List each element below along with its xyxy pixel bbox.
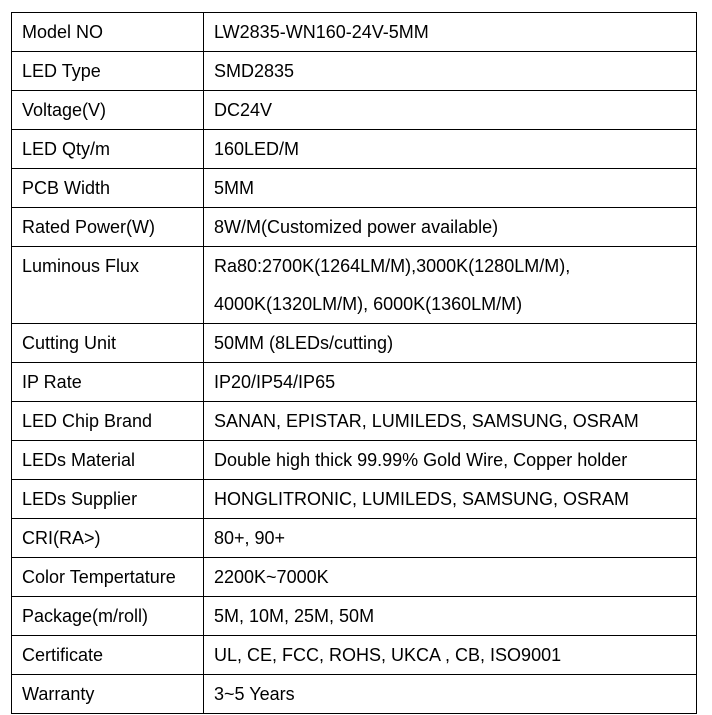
spec-value-cell [204,324,697,363]
spec-label-cell: Color Tempertature [12,558,204,597]
spec-label-cell: LEDs Material [12,441,204,480]
spec-value-line: 8W/M(Customized power available) [214,217,499,237]
spec-label-cell: Package(m/roll) [12,597,204,636]
spec-value-line: Ra80:2700K(1264LM/M),3000K(1280LM/M), [214,256,571,276]
table-row [12,247,697,324]
spec-value-cell [204,91,697,130]
table-row [12,636,697,675]
spec-value-cell [204,208,697,247]
table-row [12,52,697,91]
spec-value-cell [204,558,697,597]
spec-value-line: 2200K~7000K [214,567,329,587]
spec-label-cell: LED Chip Brand [12,402,204,441]
spec-value-line: DC24V [214,100,273,120]
table-row [12,402,697,441]
spec-value-cell [204,597,697,636]
spec-value-cell [204,52,697,91]
spec-value-cell [204,519,697,558]
table-row [12,480,697,519]
spec-value-line: HONGLITRONIC, LUMILEDS, SAMSUNG, OSRAM [214,489,630,509]
spec-value-line: 4000K(1320LM/M), 6000K(1360LM/M) [214,294,523,314]
spec-table-body [12,13,697,714]
spec-value-cell [204,130,697,169]
table-row [12,675,697,714]
spec-label-cell: LEDs Supplier [12,480,204,519]
table-row [12,363,697,402]
spec-value-line: 5M, 10M, 25M, 50M [214,606,375,626]
spec-value-cell [204,247,697,324]
spec-label-cell: Voltage(V) [12,91,204,130]
spec-value-line: 5MM [214,178,254,198]
spec-value-line: IP20/IP54/IP65 [214,372,336,392]
table-row [12,130,697,169]
table-row [12,169,697,208]
spec-value-cell [204,441,697,480]
spec-label-cell: Certificate [12,636,204,675]
spec-label-cell: PCB Width [12,169,204,208]
spec-value-line: 160LED/M [214,139,300,159]
table-row [12,558,697,597]
spec-value-cell [204,480,697,519]
spec-label-cell: Luminous Flux [12,247,204,324]
spec-value-cell [204,169,697,208]
spec-value-cell [204,402,697,441]
spec-table [11,12,697,714]
spec-value-line: UL, CE, FCC, ROHS, UKCA , CB, ISO9001 [214,645,562,665]
spec-label-cell: LED Type [12,52,204,91]
spec-label-cell: Rated Power(W) [12,208,204,247]
spec-label-cell: Warranty [12,675,204,714]
table-row [12,441,697,480]
table-row [12,324,697,363]
spec-value-line: SMD2835 [214,61,295,81]
spec-value-line: 80+, 90+ [214,528,286,548]
table-row [12,13,697,52]
spec-value-line: Double high thick 99.99% Gold Wire, Copper holder [214,450,628,470]
spec-value-cell [204,675,697,714]
table-row [12,91,697,130]
spec-label-cell: Model NO [12,13,204,52]
spec-label-cell: Cutting Unit [12,324,204,363]
spec-value-cell [204,636,697,675]
spec-label-cell: LED Qty/m [12,130,204,169]
spec-value-line: SANAN, EPISTAR, LUMILEDS, SAMSUNG, OSRAM [214,411,639,431]
spec-value-line: LW2835-WN160-24V-5MM [214,22,429,42]
spec-label-cell: IP Rate [12,363,204,402]
spec-value-cell [204,13,697,52]
spec-value-line: 50MM (8LEDs/cutting) [214,333,394,353]
table-row [12,208,697,247]
spec-value-line: 3~5 Years [214,684,295,704]
table-row [12,519,697,558]
spec-value-cell [204,363,697,402]
table-row [12,597,697,636]
spec-label-cell: CRI(RA>) [12,519,204,558]
